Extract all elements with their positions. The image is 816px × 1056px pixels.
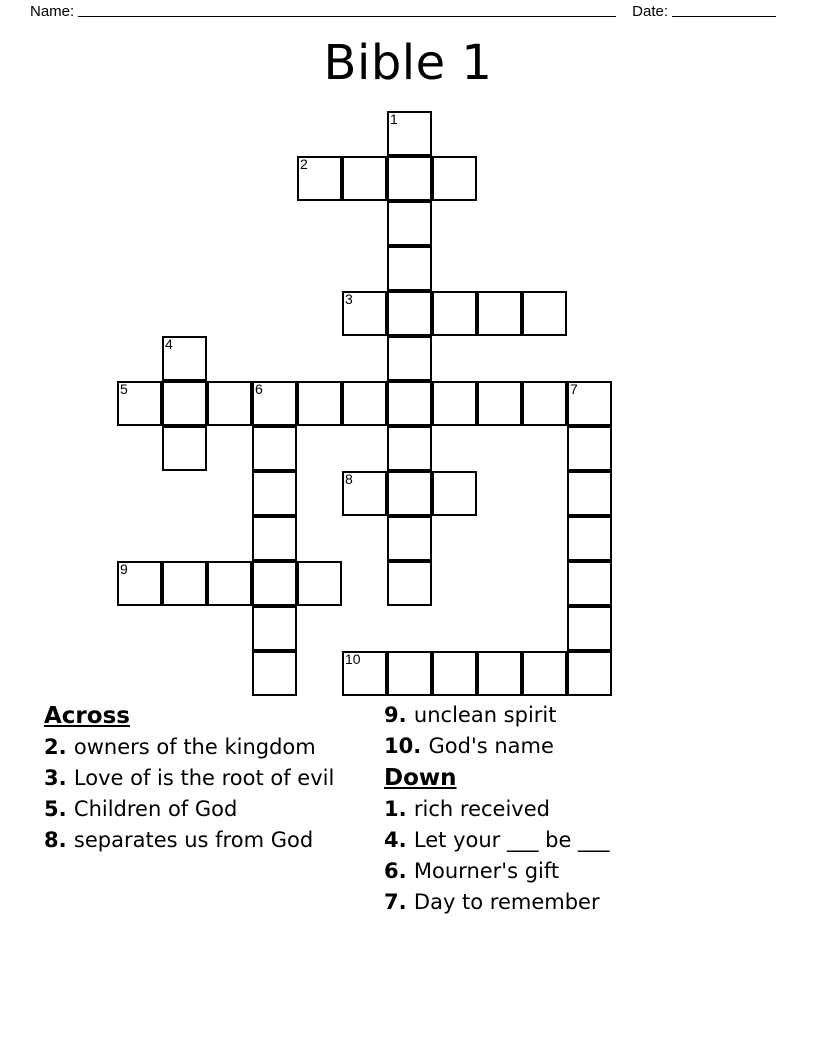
grid-cell[interactable] xyxy=(432,471,477,516)
cell-number-3: 3 xyxy=(345,291,353,307)
grid-cell[interactable] xyxy=(162,561,207,606)
clue-text: rich received xyxy=(413,797,550,821)
grid-cell[interactable] xyxy=(477,291,522,336)
grid-cell-numbered-9[interactable] xyxy=(117,561,162,606)
cell-number-9: 9 xyxy=(120,561,128,577)
grid-cell[interactable] xyxy=(387,561,432,606)
name-label: Name: xyxy=(30,3,75,20)
clue-text: separates us from God xyxy=(73,828,314,852)
grid-cell[interactable] xyxy=(162,426,207,471)
grid-cell[interactable] xyxy=(432,291,477,336)
grid-cell[interactable] xyxy=(252,516,297,561)
down-heading: Down xyxy=(384,765,457,791)
grid-cell[interactable] xyxy=(432,381,477,426)
clue-text: Day to remember xyxy=(413,890,600,914)
grid-cell[interactable] xyxy=(567,426,612,471)
cell-number-1: 1 xyxy=(390,111,398,127)
cell-number-5: 5 xyxy=(120,381,128,397)
grid-cell[interactable] xyxy=(387,516,432,561)
clue-item xyxy=(384,731,744,762)
clue-number: 1. xyxy=(384,797,414,821)
grid-cell-numbered-10[interactable] xyxy=(342,651,387,696)
grid-cell-numbered-3[interactable] xyxy=(342,291,387,336)
grid-cell-numbered-2[interactable] xyxy=(297,156,342,201)
grid-cell[interactable] xyxy=(252,471,297,516)
down-clue-list xyxy=(384,794,744,918)
clue-item xyxy=(44,794,372,825)
clue-item xyxy=(384,856,744,887)
clue-item xyxy=(384,825,744,856)
grid-cell[interactable] xyxy=(387,471,432,516)
across-clue-list-part1 xyxy=(44,732,372,856)
grid-cell[interactable] xyxy=(207,381,252,426)
grid-cell[interactable] xyxy=(522,651,567,696)
clue-item xyxy=(384,700,744,731)
grid-cell[interactable] xyxy=(387,651,432,696)
clue-item xyxy=(384,887,744,918)
grid-cell[interactable] xyxy=(522,291,567,336)
clue-text: Mourner's gift xyxy=(413,859,560,883)
clue-text: God's name xyxy=(428,734,554,758)
clue-item xyxy=(44,732,372,763)
grid-cell-numbered-7[interactable] xyxy=(567,381,612,426)
grid-cell[interactable] xyxy=(567,651,612,696)
grid-cell[interactable] xyxy=(567,606,612,651)
clue-number: 5. xyxy=(44,797,74,821)
clue-text: Love of is the root of evil xyxy=(73,766,335,790)
grid-cell-numbered-8[interactable] xyxy=(342,471,387,516)
clue-text: Let your ___ be ___ xyxy=(413,828,610,852)
clue-number: 3. xyxy=(44,766,74,790)
clue-number: 9. xyxy=(384,703,414,727)
grid-cell[interactable] xyxy=(387,291,432,336)
page-title: Bible 1 xyxy=(323,35,493,91)
cell-number-7: 7 xyxy=(570,381,578,397)
grid-cell[interactable] xyxy=(162,381,207,426)
grid-cell[interactable] xyxy=(387,336,432,381)
grid-cell-numbered-5[interactable] xyxy=(117,381,162,426)
grid-cell[interactable] xyxy=(387,381,432,426)
across-clue-list-part2 xyxy=(384,700,744,762)
down-clue-column xyxy=(372,700,744,918)
grid-cell[interactable] xyxy=(432,651,477,696)
grid-cell[interactable] xyxy=(432,156,477,201)
across-clue-column xyxy=(0,700,372,856)
clue-number: 6. xyxy=(384,859,414,883)
grid-cell-numbered-4[interactable] xyxy=(162,336,207,381)
clue-text: unclean spirit xyxy=(413,703,557,727)
grid-cell[interactable] xyxy=(252,651,297,696)
cell-number-4: 4 xyxy=(165,336,173,352)
grid-cell[interactable] xyxy=(567,561,612,606)
clue-item xyxy=(44,763,372,794)
grid-cell[interactable] xyxy=(252,426,297,471)
grid-cell[interactable] xyxy=(387,426,432,471)
grid-cell[interactable] xyxy=(567,471,612,516)
clue-text: owners of the kingdom xyxy=(73,735,316,759)
grid-cell[interactable] xyxy=(297,381,342,426)
cell-number-6: 6 xyxy=(255,381,263,397)
clue-item xyxy=(384,794,744,825)
grid-cell[interactable] xyxy=(387,246,432,291)
clue-number: 2. xyxy=(44,735,74,759)
grid-cell[interactable] xyxy=(252,606,297,651)
date-label: Date: xyxy=(632,3,668,20)
clue-number: 7. xyxy=(384,890,414,914)
cell-number-8: 8 xyxy=(345,471,353,487)
cell-number-10: 10 xyxy=(345,651,361,667)
clue-text: Children of God xyxy=(73,797,238,821)
clue-number: 4. xyxy=(384,828,414,852)
grid-cell[interactable] xyxy=(477,651,522,696)
clue-item xyxy=(44,825,372,856)
grid-cell[interactable] xyxy=(342,156,387,201)
grid-cell[interactable] xyxy=(567,516,612,561)
clue-number: 8. xyxy=(44,828,74,852)
grid-cell[interactable] xyxy=(252,561,297,606)
grid-cell[interactable] xyxy=(387,156,432,201)
grid-cell-numbered-6[interactable] xyxy=(252,381,297,426)
grid-cell[interactable] xyxy=(342,381,387,426)
grid-cell[interactable] xyxy=(387,201,432,246)
grid-cell[interactable] xyxy=(522,381,567,426)
grid-cell-numbered-1[interactable] xyxy=(387,111,432,156)
cell-number-2: 2 xyxy=(300,156,308,172)
clue-section xyxy=(0,700,816,970)
grid-cell[interactable] xyxy=(297,561,342,606)
clue-number: 10. xyxy=(384,734,429,758)
grid-cell[interactable] xyxy=(477,381,522,426)
across-heading: Across xyxy=(44,703,130,729)
grid-cell[interactable] xyxy=(207,561,252,606)
